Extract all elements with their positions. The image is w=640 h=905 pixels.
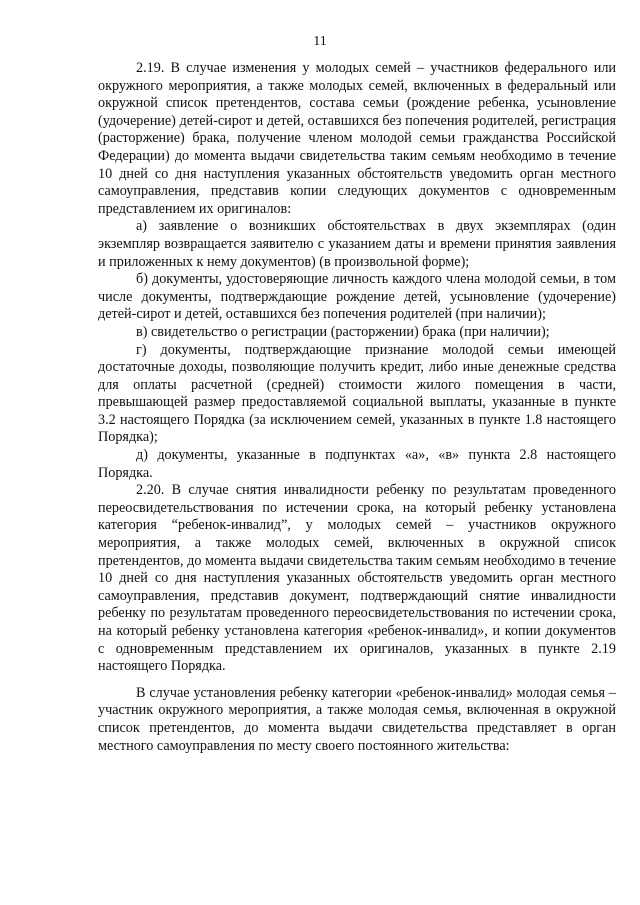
page-number: 11 [313, 34, 327, 49]
paragraph-disability-established: В случае установления ребенку категории «ребенок-инвалид» молодая семья – участник окружного мероприятия, а также молодая семья, включенная в окружной список претендентов, до момента выдачи свидетельства представляет в орган местного самоуправления по месту своего постоянного жительства: [98, 684, 616, 754]
list-item-d: д) документы, указанные в подпунктах «а», «в» пункта 2.8 настоящего Порядка. [98, 447, 616, 481]
document-body [98, 60, 616, 755]
list-item-g: г) документы, подтверждающие признание молодой семьи имеющей достаточные доходы, позволяющие получить кредит, либо иные денежные средства для оплаты расчетной (средней) стоимости жилого помещения в части, превышающей размер предоставляемой социальной выплаты, указанные в пункте 3.2 настоящего Порядка (за исключением семей, указанных в пункте 1.8 настоящего Порядка); [98, 341, 616, 446]
list-item-v: в) свидетельство о регистрации (расторжении) брака (при наличии); [136, 323, 550, 340]
list-item-a: а) заявление о возникших обстоятельствах в двух экземплярах (один экземпляр возвращается заявителю с указанием даты и времени принятия заявления и приложенных к нему документов) (в произвольной форме); [98, 218, 616, 270]
paragraph-2-19: 2.19. В случае изменения у молодых семей – участников федерального или окружного мероприятия, а также молодых семей, включенных в федеральный или окружной список претендентов, состава семьи (рождение ребенка, усыновление (удочерение) детей-сирот и детей, оставшихся без попечения родителей, регистрация (расторжение) брака, получение членом молодой семьи гражданства Российской Федерации) до момента выдачи свидетельства таким семьям необходимо в течение 10 дней со дня наступления указанных обстоятельств уведомить орган местного самоуправления, представив копии следующих документов с одновременным представлением их оригиналов: [98, 60, 616, 217]
list-item-b: б) документы, удостоверяющие личность каждого члена молодой семьи, в том числе документы, подтверждающие рождение детей, усыновление (удочерение) детей-сирот и детей, оставшихся без попечения родителей (при наличии); [98, 271, 616, 323]
paragraph-2-20: 2.20. В случае снятия инвалидности ребенку по результатам проведенного переосвидетельствования по истечении срока, на который ребенку установлена категория “ребенок-инвалид”, у молодых семей – участников окружного мероприятия, а также молодых семей, включенных в окружной список претендентов, до момента выдачи свидетельства таким семьям необходимо в течение 10 дней со дня наступления указанных обстоятельств уведомить орган местного самоуправления, представив документ, подтверждающий снятие инвалидности ребенку по результатам проведенного переосвидетельствования по истечении срока, на который ребенку установлена категория «ребенок-инвалид», и копии документов с одновременным представлением их оригиналов, указанных в пункте 2.19 настоящего Порядка. [98, 482, 616, 675]
